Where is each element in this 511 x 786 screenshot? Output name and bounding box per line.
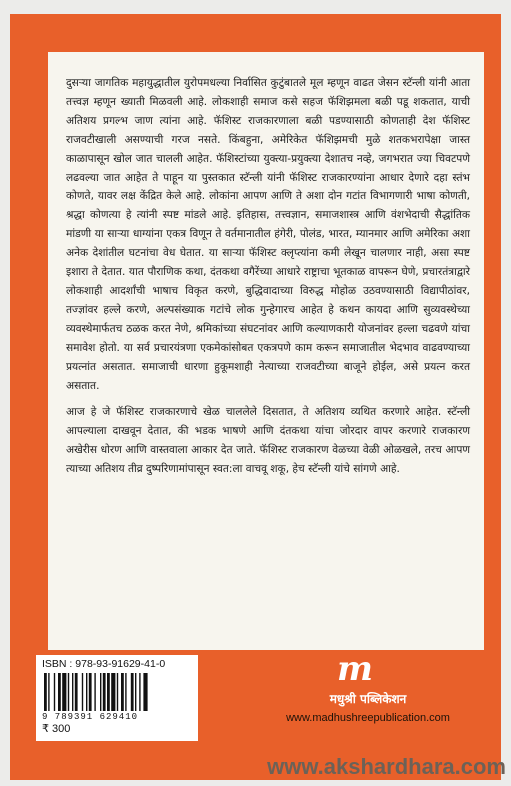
watermark-text: www.akshardhara.com [267,754,506,779]
isbn-text: ISBN : 978-93-91629-41-0 [42,658,166,670]
barcode-icon [42,673,192,711]
publisher-url: www.madhushreepublication.com [286,712,450,724]
svg-text:m: m [337,652,373,688]
barcode-label [36,655,198,741]
publisher-name: मधुश्री पब्लिकेशन [329,692,407,706]
barcode-digits: 9 789391 629410 [42,712,139,722]
publisher-logo-icon [335,652,375,688]
price-text: ₹ 300 [42,723,71,735]
blurb-paragraph-2: आज हे जे फॅशिस्ट राजकारणाचे खेळ चाललेले दिसतात, ते अतिशय व्यथित करणारे आहेत. स्टॅन्ली आपल्याला दाखवून देतात, की भडक भाषणे आणि दंतकथा यांचा जोरदार वापर करणारे राजकारण अखेरीस धोरण आणि वास्तवाला आकार देत जाते. फॅशिस्ट राजकारण वेळच्या वेळी ओळखले, तरच आपण त्याच्या अतिशय तीव्र दुष्परिणामांपासून स्वत:ला वाचवू शकू, हेच स्टॅन्ली यांचे सांगणे आहे. [66,406,470,476]
blurb-panel [48,52,484,650]
blurb-paragraph-1: दुसऱ्या जागतिक महायुद्धातील युरोपमधल्या निर्वासित कुटुंबातले मूल म्हणून वाढत जेसन स्टॅन्ली यांनी आता तत्त्वज्ञ म्हणून ख्याती मिळवली आहे. लोकशाही समाज कसे सहज फॅशिझमला बळी पडू शकतात, याची अतिशय प्रगल्भ जाण त्यांना आहे. फॅशिस्ट राजकारणाला बळी पडण्यासाठी कोणताही देश फॅशिस्ट राजवटीखाली असण्याची गरज नसते. किंबहुना, अमेरिकेत फॅशिझमची मुळे शतकभरापेक्षा जास्त काळापासून खोल जात चालली आहेत. फॅशिस्टांच्या युक्त्या-प्रयुक्त्या देशातच नव्हे, जगभरात ज्या चिवटपणे लढवल्या जात आहेत ते पाहून या पुस्तकात स्टॅन्ली यांनी फॅशिस्ट राजकारण्यांना आधार देणारे दहा स्तंभ कोणते, यावर लक्ष केंद्रित केले आहे. लोकांना आपण आणि ते अशा दोन गटांत विभागणारी भाषा कोणती, श्रद्धा कोणत्या हे त्यांनी स्पष्ट मांडले आहे. इतिहास, तत्त्वज्ञान, समाजशास्त्र आणि वंशभेदाची सैद्धांतिक मांडणी या साऱ्या धाग्यांना एकत्र विणून ते वर्तमानातील हंगेरी, पोलंड, भारत, म्यानमार आणि अमेरिका अशा अनेक देशांतील घटनांचा वेध घेतात. या साऱ्या फॅशिस्ट क्लृप्त्यांना कमी लेखून चालणार नाही, असा स्पष्ट इशारा ते देतात. यात पौराणिक कथा, दंतकथा वगैरेंच्या आधारे राष्ट्राचा भूतकाळ वापरून घेणे, प्रचारतंत्राद्वारे लोकशाही आदर्शांची भाषाच विकृत करणे, बुद्धिवादाच्या विरुद्ध मोहोळ उठवण्यासाठी विद्यापीठांवर, तज्ज्ञांवर हल्ले करणे, अल्पसंख्याक गटांचे लोक गुन्हेगारच आहेत हे कथन कायदा आणि सुव्यवस्थेच्या व्यवस्थेमार्फतच ठळक करत नेणे, श्रमिकांच्या संघटनांवर आणि कल्याणकारी योजनांवर हल्ला चढवणे यांचा समावेश होतो. या सर्व प्रचारयंत्रणा एकमेकांसोबत एकत्रपणे काम करून समाजातील भेदभाव वाढवण्याच्या प्रयत्नांत असतात. समाजाची धारणा हुकूमशाही नेत्याच्या राजवटीच्या बाजूने होईल, असे प्रयत्न करत असतात. [66,77,470,392]
